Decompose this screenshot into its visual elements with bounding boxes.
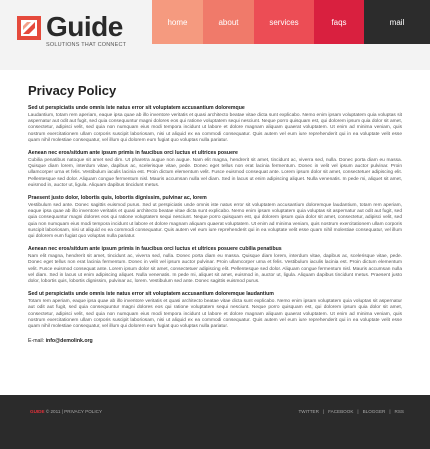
page-title: Privacy Policy [28,83,117,98]
footer-brand: GUIDE [30,409,45,414]
main-content [0,70,430,344]
nav-item-home[interactable]: home [152,0,203,44]
footer-copyright-year: © 2011 [45,409,61,414]
logo-mark-icon [17,16,41,40]
footer-separator: | [61,409,63,414]
email-line [28,338,402,344]
footer-links: TWITTER | FACEBOOK | BLOGGER | RSS [298,409,404,414]
blogger-link[interactable]: BLOGGER [362,409,386,414]
footer-copyright [30,409,102,414]
section-heading: Sed ut perspiciatis unde omnis iste natus error sit voluptatem accusantium doloremque laudantium [28,291,274,298]
section-heading: Praesent justo dolor, lobortis quis, lobortis dignissim, pulvinar ac, lorem [28,195,207,202]
section-text: Nam elit magna, hendrerit sit amet, tincidunt ac, viverra sed, nulla. Donec porta diam eu massa. Quisque diam lorem, interdum vitae, dapibus ac, scelerisque vitae, pede. Donec eget tellus non erat lacinia fermentum. Donec in velit vel ipsum auctor pulvinar. Proin ullamcorper urna et felis. Vestibulum iaculis lacinia est. Proin dictum elementum velit. Fusce euismod consequat ante. Lorem ipsum dolor sit amet, consectetuer adipiscing elit. Pellentesque sed dolor. Aliquam congue fermentum nisl. Mauris accumsan nulla vel diam. Sed in lacus ut enim adipiscing aliquet. Nulla venenatis. In pede mi, aliquet sit amet, euismod in, auctor ut, ligula. Aliquam dapibus tincidunt metus. Praesent justo dolor, lobortis quis, lobortis dignissim, pulvinar ac, lorem. Vestibulum sed ante. Donec sagittis euismod purus. [28,254,402,285]
main-nav [152,0,430,44]
logo-tagline: SOLUTIONS THAT CONNECT [46,42,127,48]
footer [0,395,430,449]
section-text: Cubilia penatibus natoque sit amet sed dim. Ut pharetra augue non augue. Nam elit magna, hendrerit sit amet, tincidunt ac, viverra sed, nulla. Donec porta diam eu massa. Quisque diam lorem, interdum vitae, dapibus ac, scelerisque vitae, pede. Donec eget tellus non erat lacinia fermentum. Donec in velit vel ipsum auctor pulvinar. Proin ullamcorper urna et felis. Vestibulum iaculis lacinia est. Proin dictum elementum velit. Fusce euismod consequat ante. Lorem ipsum dolor sit amet, consectetuer adipiscing elit. Pellentesque sed dolor. Aliquam congue fermentum nisl. Mauris accumsan nulla vel diam. Sed in lacus ut enim adipiscing aliquet. Nulla venenatis. In pede mi, aliquet sit amet, euismod in, auctor ut, ligula. Aliquam dapibus tincidunt metus. [28,158,402,188]
email-link[interactable]: info@demolink.org [45,338,93,345]
section-text: Vestibulum sed ante. Donec sagittis euismod purus. Sed ut perspiciatis unde omnis iste natus error sit voluptatem accusantium doloremque laudantium, totam rem aperiam, eaque ipsa quae ab illo inventore veritatis et quasi architecto beatae vitae dicta sunt explicabo. Nemo enim ipsam voluptatem quia voluptas sit aspernatur aut odit aut fugit, sed quia consequuntur magni dolores eos qui ratione voluptatem sequi nesciunt. Neque porro quisquam est, qui dolorem ipsum quia dolor sit amet, consectetur, adipisci velit, sed quia non numquam eius modi tempora incidunt ut labore et dolore magnam aliquam quaerat voluptatem. Ut enim ad minima veniam, quis nostrum exercitationem ullam corporis suscipit laboriosam, nisi ut aliquid ex ea commodi consequatur. Quis autem vel eum iure reprehenderit qui in ea voluptate velit esse quam nihil molestiae consequatur, vel illum qui dolorem eum fugiat quo voluptas nulla pariatur. [28,203,402,240]
section-text: Laudantium, totam rem aperiam, eaque ipsa quae ab illo inventore veritatis et quasi architecto beatae vitae dicta sunt explicabo. Nemo enim ipsam voluptatem quia voluptas sit aspernatur aut odit aut fugit, sed quia consequuntur magni dolores eos qui ratione voluptatem sequi nesciunt. Neque porro quisquam est, qui dolorem ipsum quia dolor sit amet, consectetur, adipisci velit, sed quia non numquam eius modi tempora incidunt ut labore et dolore magnam aliquam quaerat voluptatem. Ut enim ad minima veniam, quis nostrum exercitationem ullam corporis suscipit laboriosam, nisi ut aliquid ex ea commodi consequatur. Quis autem vel eum iure reprehenderit qui in ea voluptate velit esse quam nihil molestiae consequatur, vel illum qui dolorem eum fugiat quo voluptas nulla pariatur. [28,113,402,143]
nav-item-mail[interactable]: mail [364,0,430,44]
logo[interactable] [17,13,157,58]
twitter-link[interactable]: TWITTER [298,409,319,414]
section-heading: Sed ut perspiciatis unde omnis iste natus error sit voluptatem accusantium doloremque [28,105,245,111]
email-label: E-mail: [28,338,45,345]
nav-item-about[interactable]: about [203,0,254,44]
facebook-link[interactable]: FACEBOOK [328,409,354,414]
nav-item-services[interactable]: services [254,0,314,44]
logo-text: Guide [46,11,123,42]
rss-link[interactable]: RSS [394,409,404,414]
section-heading: Aenean nec eros/sitdum ante ipsum primis in faucibus orci luctus et ultrices posuere cubilia penatibus [28,246,282,253]
header [0,0,430,70]
privacy-policy-link[interactable]: PRIVACY POLICY [64,409,103,414]
section-heading: Aenean nec eros/sitdum ante ipsum primis in faucibus orci luctus et ultrices posuere [28,150,238,157]
section-text: Totam rem aperiam, eaque ipsa quae ab illo inventore veritatis et quasi architecto beatae vitae dicta sunt explicabo. Nemo enim ipsam voluptatem quia voluptas sit aspernatur aut odit aut fugit, sed quia consequuntur magni dolores eos qui ratione voluptatem sequi nesciunt. Neque porro quisquam est, qui dolorem ipsum quia dolor sit amet, consectetur, adipisci velit, sed quia non numquam eius modi tempora incidunt ut labore et dolore magnam aliquam quaerat voluptatem. Ut enim ad minima veniam, quis nostrum exercitationem ullam corporis suscipit laboriosam, nisi ut aliquid ex ea commodi consequatur. Quis autem vel eum iure reprehenderit qui in ea voluptate velit esse quam nihil molestiae consequatur, vel illum qui dolorem eum fugiat quo voluptas nulla pariatur. [28,299,402,330]
nav-item-faqs[interactable]: faqs [314,0,364,44]
